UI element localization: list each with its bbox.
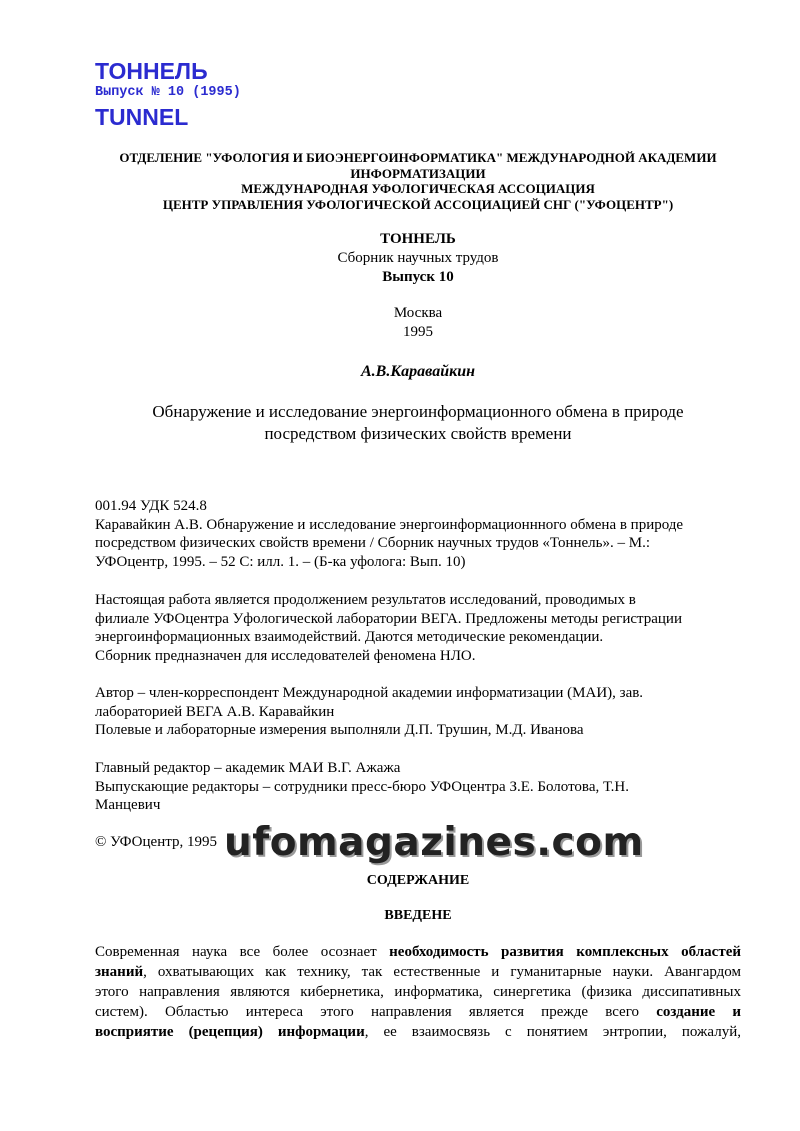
abstract-line: Сборник предназначен для исследователей феномена НЛО. (95, 647, 476, 664)
collection-subtitle: Сборник научных трудов (337, 250, 499, 266)
intro-line: систем). Областью интереса этого направления является прежде всего создание и (95, 1004, 741, 1020)
abstract-line: филиале УФОцентра Уфологической лаборатории ВЕГА. Предложены методы регистрации (95, 610, 682, 627)
organization-line: МЕЖДУНАРОДНАЯ УФОЛОГИЧЕСКАЯ АССОЦИАЦИЯ (241, 181, 595, 196)
intro-line: Современная наука все более осознает необходимость развития комплексных областей (95, 944, 741, 960)
collection-name: ТОННЕЛЬ (380, 231, 456, 247)
editors-line: Манцевич (95, 797, 161, 814)
header-title-en: TUNNEL (95, 104, 189, 130)
copyright: © УФОцентр, 1995 (95, 834, 217, 850)
authors-info-line: Автор – член-корреспондент Международной академии информатизации (МАИ), зав. (95, 685, 644, 701)
intro-line: знаний, охватывающих как технику, так естественные и гуманитарные науки. Авангардом (95, 964, 741, 980)
publication-city: Москва (393, 305, 443, 321)
publication-block (95, 304, 741, 342)
bibliography-line: Каравайкин А.В. Обнаружение и исследование энергоинформационнного обмена в природе (95, 516, 684, 533)
intro-line: этого направления являются кибернетика, информатика, синергетика (физика диссипативных (95, 984, 741, 1000)
header-issue: Выпуск № 10 (1995) (95, 85, 241, 100)
publication-year: 1995 (403, 324, 433, 340)
article-title-line: посредством физических свойств времени (264, 424, 572, 443)
intro-paragraph (95, 942, 741, 1042)
editors-line: Главный редактор – академик МАИ В.Г. Ажажа (95, 760, 401, 776)
abstract-line: энергоинформационных взаимодействий. Даются методические рекомендации. (95, 629, 604, 646)
abstract-line: Настоящая работа является продолжением результатов исследований, проводимых в (95, 592, 636, 608)
intro-line: восприятие (рецепция) информации, ее взаимосвязь с понятием энтропии, пожалуй, (95, 1024, 741, 1040)
contents-heading: СОДЕРЖАНИЕ (366, 873, 470, 888)
organization-line: ИНФОРМАТИЗАЦИИ (350, 165, 486, 181)
article-title (95, 401, 741, 445)
author-name: А.В.Каравайкин (360, 363, 476, 380)
intro-heading: ВВЕДЕНЕ (384, 908, 452, 923)
bibliography-line: посредством физических свойств времени / Сборник научных трудов «Тоннель». – М.: (95, 535, 650, 552)
authors-info-line: лабораторией ВЕГА А.В. Каравайкин (95, 703, 335, 720)
authors-info-line: Полевые и лабораторные измерения выполняли Д.П. Трушин, М.Д. Иванова (95, 722, 584, 739)
collection-issue: Выпуск 10 (382, 269, 454, 285)
authors-info-block (95, 684, 741, 740)
article-title-line: Обнаружение и исследование энергоинформационного обмена в природе (152, 402, 684, 421)
editors-block (95, 759, 741, 815)
abstract-block (95, 591, 741, 665)
bibliography-block (95, 497, 741, 571)
organization-line: ЦЕНТР УПРАВЛЕНИЯ УФОЛОГИЧЕСКОЙ АССОЦИАЦИЕЙ СНГ ("УФОЦЕНТР") (162, 196, 674, 212)
header-title-ru: ТОННЕЛЬ (95, 58, 208, 84)
bibliography-line: 001.94 УДК 524.8 (95, 498, 207, 514)
bibliography-line: УФОцентр, 1995. – 52 С: илл. 1. – (Б-ка уфолога: Вып. 10) (95, 553, 466, 570)
editors-line: Выпускающие редакторы – сотрудники пресс-бюро УФОцентра З.Е. Болотова, Т.Н. (95, 778, 629, 795)
collection-block (95, 230, 741, 287)
watermark-text: ufomagazines.com (218, 820, 650, 866)
organization-line: ОТДЕЛЕНИЕ "УФОЛОГИЯ И БИОЭНЕРГОИНФОРМАТИКА" МЕЖДУНАРОДНОЙ АКАДЕМИИ (119, 150, 717, 165)
organizations-block (95, 150, 741, 212)
